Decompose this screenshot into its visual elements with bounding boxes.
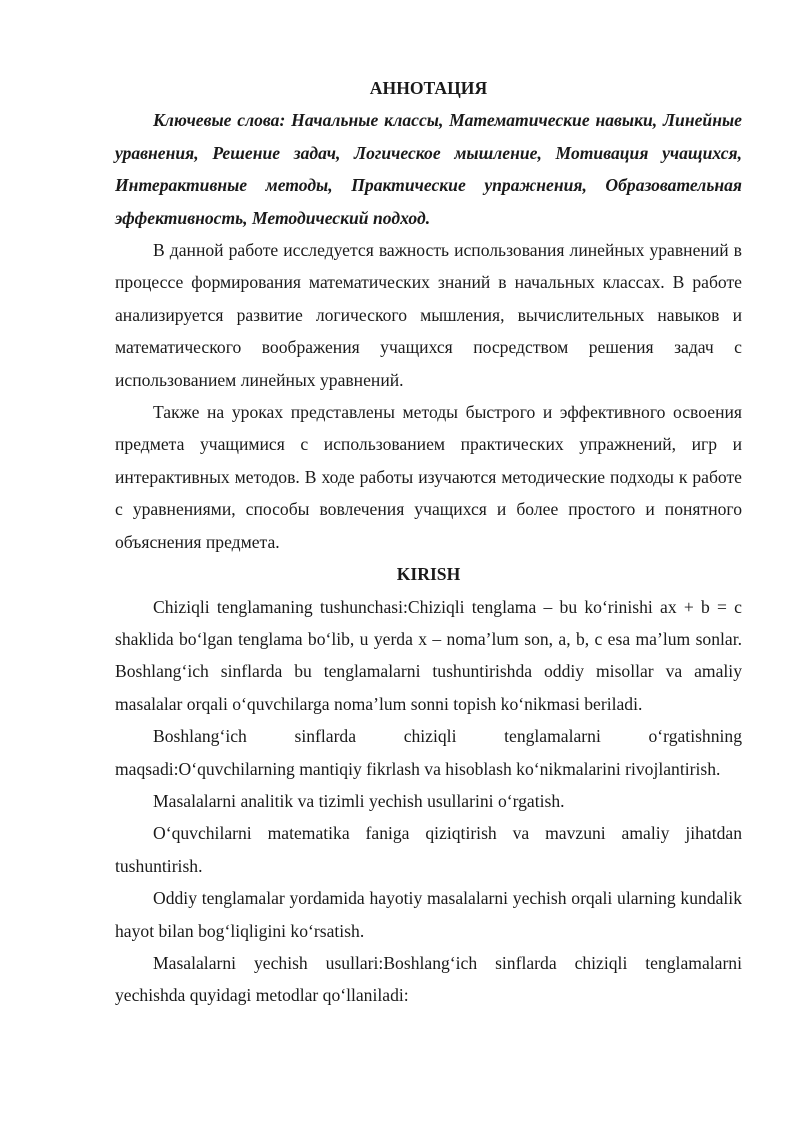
- intro-paragraph-3: Masalalarni analitik va tizimli yechish usullarini o‘rgatish.: [153, 790, 565, 811]
- intro-paragraph-1: Chiziqli tenglamaning tushunchasi:Chiziqli tenglama – bu ko‘rinishi ax + b = c shaklida bo‘lgan tenglama bo‘lib, u yerda x – noma’lum son, a, b, c esa ma’lum sonlar. Boshlang‘ich sinflarda bu tenglamalarni tushuntirishda oddiy misollar va amaliy masalalar orqali o‘quvchilarga noma’lum sonni topish ko‘nikmasi beriladi.: [115, 596, 742, 714]
- annotation-paragraph-2: Также на уроках представлены методы быстрого и эффективного освоения предмета учащимися с использованием практических упражнений, игр и интерактивных методов. В ходе работы изучаются методические подходы к работе с уравнениями, способы вовлечения учащихся и более простого и понятного объяснения предмета.: [115, 402, 742, 552]
- document-page: [115, 72, 742, 1012]
- intro-paragraph-4: O‘quvchilarni matematika faniga qiziqtirish va mavzuni amaliy jihatdan tushuntirish.: [115, 823, 742, 876]
- intro-paragraph-2: Boshlang‘ich sinflarda chiziqli tenglamalarni o‘rgatishning maqsadi:O‘quvchilarning mantiqiy fikrlash va hisoblash ko‘nikmalarini rivojlantirish.: [115, 726, 742, 779]
- intro-paragraph-5: Oddiy tenglamalar yordamida hayotiy masalalarni yechish orqali ularning kundalik hayot bilan bog‘liqligini ko‘rsatish.: [115, 888, 742, 941]
- annotation-heading: АННОТАЦИЯ: [369, 78, 488, 98]
- annotation-paragraph-1: В данной работе исследуется важность использования линейных уравнений в процессе формирования математических знаний в начальных классах. В работе анализируется развитие логического мышления, вычислительных навыков и математического воображения учащихся посредством решения задач с использованием линейных уравнений.: [115, 240, 742, 390]
- keywords-paragraph: Ключевые слова: Начальные классы, Математические навыки, Линейные уравнения, Решение задач, Логическое мышление, Мотивация учащихся, Интерактивные методы, Практические упражнения, Образовательная эффективность, Методический подход.: [115, 110, 742, 228]
- intro-paragraph-6: Masalalarni yechish usullari:Boshlang‘ich sinflarda chiziqli tenglamalarni yechishda quyidagi metodlar qo‘llaniladi:: [115, 952, 742, 1006]
- intro-heading: KIRISH: [396, 564, 461, 585]
